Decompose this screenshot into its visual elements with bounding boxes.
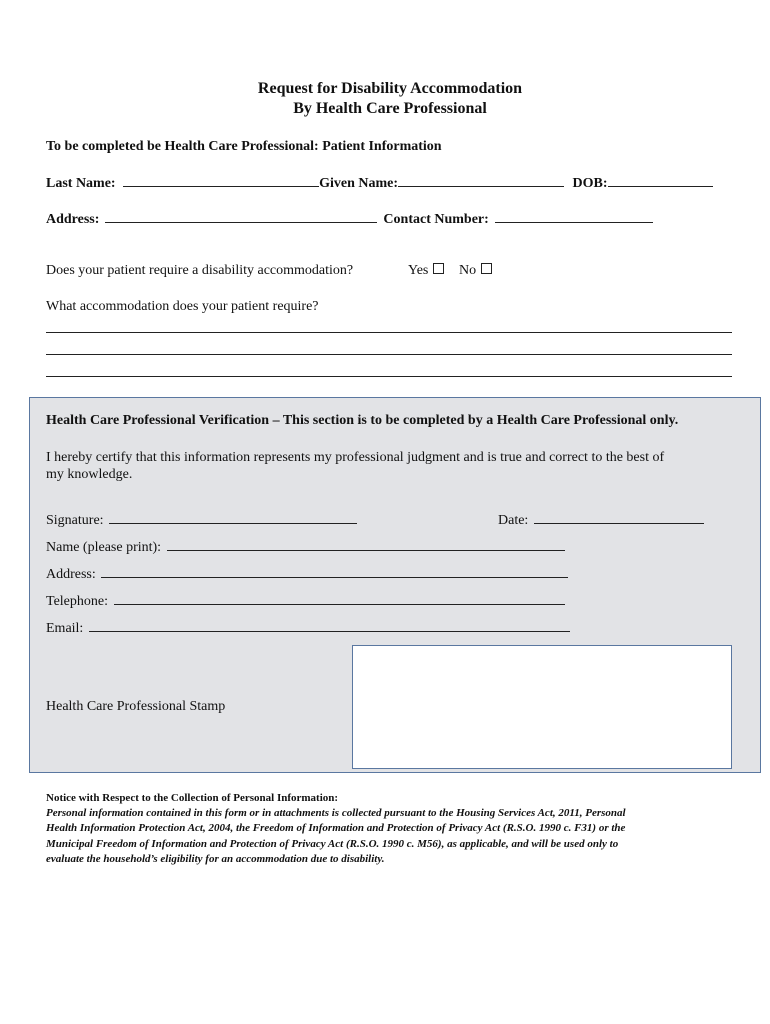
name-row [46,174,713,192]
yes-label: Yes [408,263,429,278]
notice-line-2: Health Information Protection Act, 2004, the Freedom of Information and Protection of Privacy Act (R.S.O. 1990 c. F31) or the [46,822,626,835]
contact-number-field[interactable] [495,210,653,223]
form-title: Request for Disability Accommodation [257,80,523,97]
email-row [46,619,570,637]
last-name-label: Last Name: [46,176,116,191]
patient-info-heading: To be completed be Health Care Professional: Patient Information [46,139,442,154]
form-subtitle: By Health Care Professional [293,100,487,117]
date-label: Date: [498,513,529,528]
certification-line-1: I hereby certify that this information represents my professional judgment and is true and correct to the best of [46,450,665,465]
notice-line-1: Personal information contained in this form or in attachments is collected pursuant to the Housing Services Act, 2011, Personal [46,807,626,820]
stamp-label: Health Care Professional Stamp [46,699,226,714]
last-name-field[interactable] [123,174,319,187]
notice-line-4: evaluate the household’s eligibility for an accommodation due to disability. [46,852,385,865]
accommodation-prompt: What accommodation does your patient require? [46,299,319,314]
no-option [459,263,492,279]
name-print-row [46,538,565,556]
yes-checkbox[interactable] [433,263,444,274]
verification-heading: Health Care Professional Verification – This section is to be completed by a Health Care Professional only. [46,413,679,428]
hcp-address-label: Address: [46,567,96,582]
hcp-address-field[interactable] [101,565,568,578]
telephone-label: Telephone: [46,594,108,609]
accommodation-line-1[interactable] [46,332,732,333]
given-name-field[interactable] [398,174,564,187]
address-label: Address: [46,212,100,227]
stamp-box[interactable] [352,645,732,769]
name-print-field[interactable] [167,538,565,551]
certification-line-2: my knowledge. [46,467,133,482]
date-field[interactable] [534,511,704,524]
email-label: Email: [46,621,84,636]
signature-row [46,511,357,529]
given-name-label: Given Name: [319,176,399,191]
yes-option [408,263,444,279]
notice-heading: Notice with Respect to the Collection of Personal Information: [46,792,339,804]
address-row [46,210,653,228]
name-print-label: Name (please print): [46,540,162,555]
dob-field[interactable] [608,174,713,187]
telephone-row [46,592,565,610]
email-field[interactable] [89,619,570,632]
dob-label: DOB: [572,176,608,191]
hcp-address-row [46,565,568,583]
no-checkbox[interactable] [481,263,492,274]
date-row [498,511,704,529]
accommodation-line-3[interactable] [46,376,732,377]
contact-number-label: Contact Number: [383,212,489,227]
address-field[interactable] [105,210,377,223]
signature-field[interactable] [109,511,357,524]
accommodation-question: Does your patient require a disability accommodation? [46,263,354,278]
notice-line-3: Municipal Freedom of Information and Protection of Privacy Act (R.S.O. 1990 c. M56), as applicable, and will be used only to [46,837,619,850]
accommodation-line-2[interactable] [46,354,732,355]
signature-label: Signature: [46,513,104,528]
telephone-field[interactable] [114,592,565,605]
no-label: No [459,263,477,278]
privacy-notice [46,791,626,867]
